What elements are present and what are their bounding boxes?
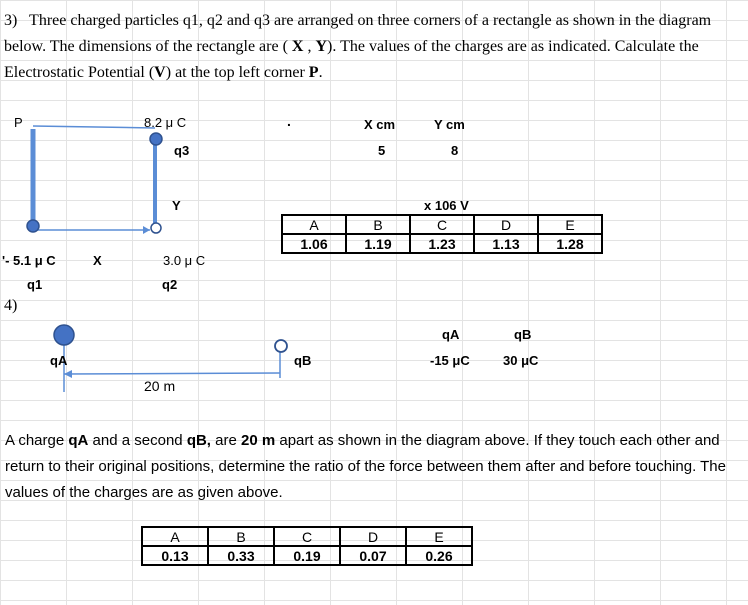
answer-header-d: D	[474, 215, 538, 234]
charge-qa	[54, 325, 74, 345]
qb-label: qB	[294, 353, 312, 368]
answer-value-c: 1.23	[410, 234, 474, 253]
qb-header: qB	[514, 327, 532, 342]
distance-line	[64, 373, 280, 374]
distance-arrowhead	[64, 370, 72, 378]
answer-header-row	[282, 215, 602, 234]
bottom-arrowhead	[143, 226, 150, 234]
answer-value-d: 1.13	[474, 234, 538, 253]
q2-name-label: q2	[162, 277, 178, 292]
charge-q3	[150, 133, 162, 145]
answer-table-problem-4	[141, 526, 473, 566]
x-cm-value: 5	[378, 143, 386, 158]
y-dimension-label: Y	[172, 198, 181, 213]
rect-top-side	[33, 126, 155, 128]
answer-value-a: 0.13	[142, 546, 208, 565]
q2-value-label: 3.0 μ C	[163, 253, 206, 268]
qa-value: -15 μC	[430, 353, 470, 368]
problem-4-number: 4)	[4, 297, 18, 314]
problem-3-text: 3) Three charged particles q1, q2 and q3 are arranged on three corners of a rectangle as shown in the diagram below. The dimensions of the rectangle are ( X , Y). The values of the charges are as indicated. Calculate the Electrostatic Potential (V) at the top left corner P.	[4, 12, 712, 81]
dot-mark: .	[287, 113, 291, 129]
answer-header-b: B	[208, 527, 274, 546]
x-dimension-label: X	[93, 253, 102, 268]
charge-qb	[275, 340, 287, 352]
answer-table-problem-3	[281, 214, 603, 254]
answer-header-a: A	[282, 215, 346, 234]
answer-header-b: B	[346, 215, 410, 234]
problem-3-number: 3)	[4, 12, 18, 29]
q3-name-label: q3	[174, 143, 190, 158]
answer-header-row	[142, 527, 472, 546]
answer-value-b: 0.33	[208, 546, 274, 565]
answer-value-b: 1.19	[346, 234, 410, 253]
y-cm-value: 8	[451, 143, 459, 158]
answer-value-row	[142, 546, 472, 565]
answer-header-c: C	[410, 215, 474, 234]
x-cm-header: X cm	[364, 117, 396, 132]
distance-label: 20 m	[144, 378, 176, 394]
answer-value-c: 0.19	[274, 546, 340, 565]
answer-value-row	[282, 234, 602, 253]
q3-value-label: 8.2 μ C	[144, 115, 187, 130]
answer-value-a: 1.06	[282, 234, 346, 253]
problem-4-text: A charge qA and a second qB, are 20 m apart as shown in the diagram above. If they touch each other and return to their original positions, determine the ratio of the force between them after and before touching. The values of the charges are as given above.	[5, 432, 726, 501]
answer-header-a: A	[142, 527, 208, 546]
answer-header-c: C	[274, 527, 340, 546]
answer-header-d: D	[340, 527, 406, 546]
qa-label: qA	[50, 353, 68, 368]
answer-header-e: E	[406, 527, 472, 546]
q1-value-label: '- 5.1 μ C	[2, 253, 56, 268]
answer-value-e: 0.26	[406, 546, 472, 565]
answer-header-e: E	[538, 215, 602, 234]
q1-name-label: q1	[27, 277, 43, 292]
charge-q1	[27, 220, 39, 232]
y-cm-header: Y cm	[434, 117, 465, 132]
charge-q2	[151, 223, 161, 233]
answer-value-e: 1.28	[538, 234, 602, 253]
answers-unit-label: x 106 V	[424, 198, 469, 213]
answer-value-d: 0.07	[340, 546, 406, 565]
qb-value: 30 μC	[503, 353, 539, 368]
corner-p-label: P	[14, 115, 23, 130]
qa-header: qA	[442, 327, 460, 342]
